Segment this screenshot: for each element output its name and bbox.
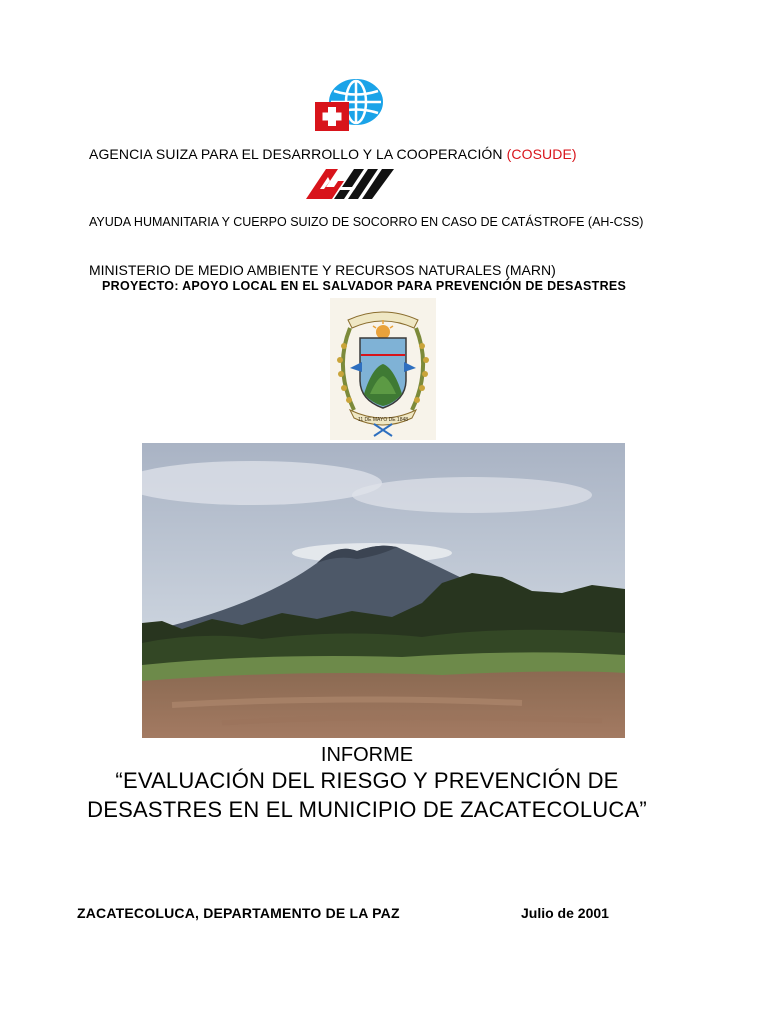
ah-css-logo-icon: [304, 167, 396, 201]
report-title-line-1: “EVALUACIÓN DEL RIESGO Y PREVENCIÓN DE: [115, 768, 619, 793]
coat-of-arms-ribbon: 11 DE MAYO DE 1848: [357, 417, 409, 423]
report-title-line-2: DESASTRES EN EL MUNICIPIO DE ZACATECOLUCA”: [87, 797, 647, 822]
ministry-name: MINISTERIO DE MEDIO AMBIENTE Y RECURSOS NATURALES (MARN): [89, 262, 556, 278]
report-date: Julio de 2001: [521, 905, 609, 921]
agency-name: [89, 146, 577, 162]
report-label: INFORME: [320, 744, 414, 766]
agency-name-text: AGENCIA SUIZA PARA EL DESARROLLO Y LA COOPERACIÓN: [89, 146, 507, 162]
coat-of-arms-icon: [330, 298, 436, 440]
project-title: PROYECTO: APOYO LOCAL EN EL SALVADOR PARA PREVENCIÓN DE DESASTRES: [102, 279, 627, 293]
volcano-landscape-photo: [142, 443, 625, 738]
cosude-logo-icon: [312, 78, 388, 134]
ah-css-name: AYUDA HUMANITARIA Y CUERPO SUIZO DE SOCORRO EN CASO DE CATÁSTROFE (AH-CSS): [89, 215, 644, 229]
agency-acronym: (COSUDE): [506, 146, 577, 162]
location: ZACATECOLUCA, DEPARTAMENTO DE LA PAZ: [77, 905, 400, 921]
